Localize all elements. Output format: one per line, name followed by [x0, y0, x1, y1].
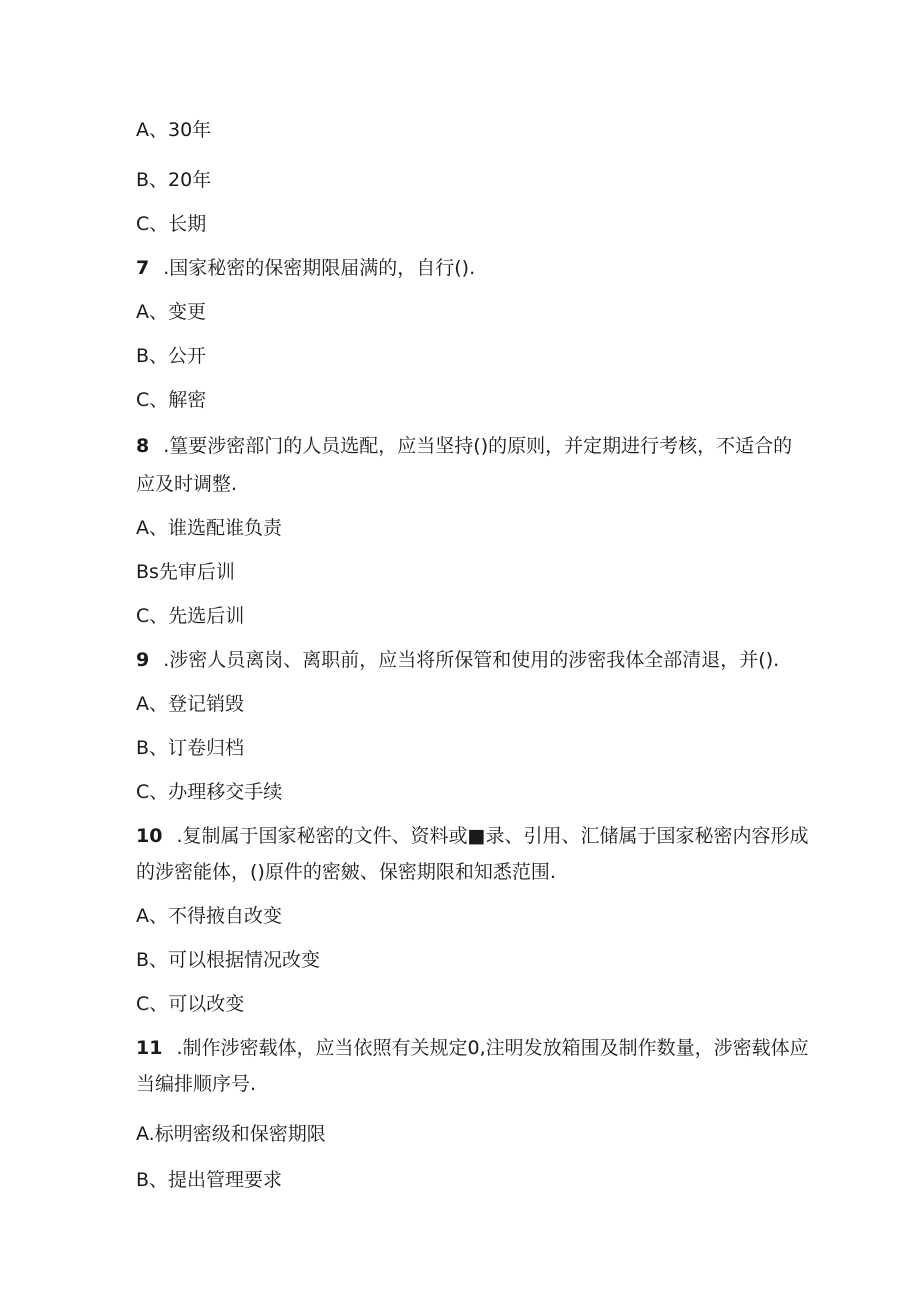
question-10-continued: 的涉密能体，()原件的密皴、保密期限和知悉范围.: [136, 861, 556, 883]
question-number: 7: [136, 257, 150, 279]
question-9: [136, 648, 779, 672]
question-text: .国家秘密的保密期限届满的，自行().: [163, 257, 476, 279]
question-text: .篁要涉密部门的人员选配，应当坚持()的原则，并定期进行考核，不适合的: [163, 435, 793, 457]
option-a: A、不得掖自改变: [136, 905, 282, 927]
option-b: B、20年: [136, 169, 212, 191]
option-a: A、变更: [136, 301, 206, 323]
option-c: C、解密: [136, 389, 207, 411]
option-b: B、订卷归档: [136, 737, 245, 759]
question-text: .涉密人员离岗、离职前，应当将所保管和使用的涉密我体全部清退，并().: [163, 649, 780, 671]
option-b: B、提出管理要求: [136, 1169, 283, 1191]
option-b: B、可以根据情况改变: [136, 949, 321, 971]
option-c: C、先选后训: [136, 605, 245, 627]
option-a: A、30年: [136, 119, 212, 141]
question-number: 9: [136, 649, 150, 671]
question-text: .制作涉密载体，应当依照有关规定0,注明发放箱围及制作数量，涉密载体应: [176, 1037, 809, 1059]
question-11-continued: 当编排顺序号.: [136, 1073, 257, 1095]
question-text: .复制属于国家秘密的文件、资料或■录、引用、汇储属于国家秘密内容形成: [176, 825, 809, 847]
option-a: A.标明密级和保密期限: [136, 1123, 326, 1145]
question-8: [136, 434, 792, 458]
option-c: C、可以改变: [136, 993, 245, 1015]
option-a: A、谁选配谁负责: [136, 517, 282, 539]
question-number: 10: [136, 825, 163, 847]
option-c: C、办理移交手续: [136, 781, 283, 803]
option-b: Bs先审后训: [136, 561, 235, 583]
question-number: 11: [136, 1037, 163, 1059]
option-c: C、长期: [136, 213, 207, 235]
option-a: A、登记销毁: [136, 693, 244, 715]
question-11: [136, 1036, 809, 1060]
question-number: 8: [136, 435, 150, 457]
option-b: B、公开: [136, 345, 207, 367]
question-8-continued: 应及时调整.: [136, 473, 238, 495]
question-7: [136, 256, 475, 280]
question-10: [136, 824, 808, 848]
